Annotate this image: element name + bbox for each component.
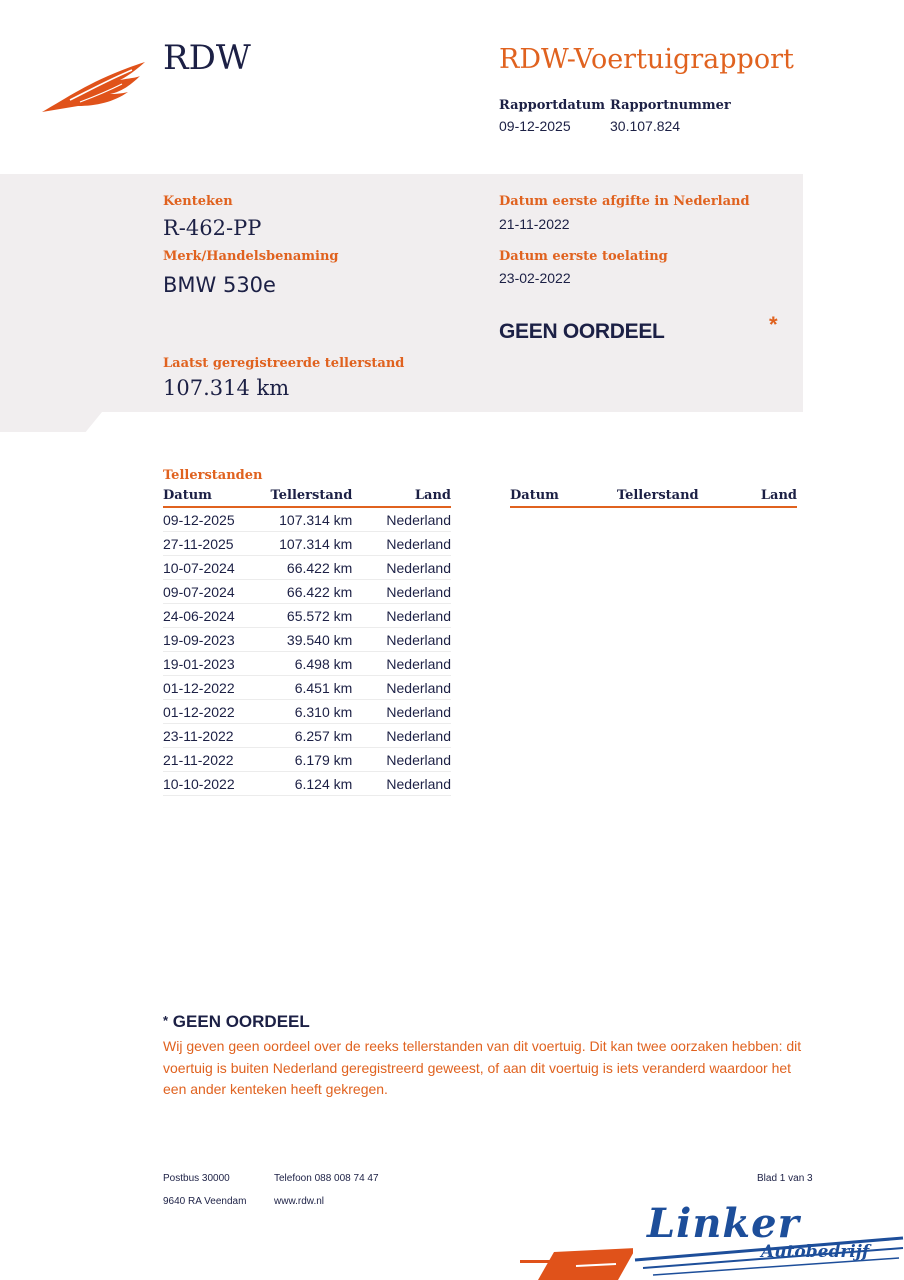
footer-city: 9640 RA Veendam [163,1196,247,1207]
reading-odometer: 66.422 km [264,556,353,580]
reading-country: Nederland [352,532,451,556]
note-text: Wij geven geen oordeel over de reeks tellerstanden van dit voertuig. Dit kan twee oorzaken hebben: dit voertuig is buiten Nederland geregistreerd geweest, of aan dit voertuig is iets veranderd waardoor het een ander kenteken heeft gekregen. [163,1038,802,1097]
plate-value: R-462-PP [163,216,262,240]
table-row [163,748,451,772]
reading-odometer: 6.124 km [264,772,353,796]
table-row [163,580,451,604]
reading-odometer: 107.314 km [264,507,353,532]
footer-website[interactable] [274,1196,324,1207]
panel-tab-shape [0,412,102,432]
reading-odometer: 6.179 km [264,748,353,772]
report-date-label: Rapportdatum [499,98,605,113]
readings-table [163,488,451,796]
note-heading [163,1012,310,1032]
footer-phone: Telefoon 088 008 74 47 [274,1173,379,1184]
col-header-odometer: Tellerstand [264,488,353,507]
reading-date: 01-12-2022 [163,700,264,724]
reading-date: 10-10-2022 [163,772,264,796]
reading-country: Nederland [352,580,451,604]
first-issue-value: 21-11-2022 [499,216,570,232]
report-number-value: 30.107.824 [610,118,681,134]
note-title: GEEN OORDEEL [172,1012,310,1031]
first-admission-value: 23-02-2022 [499,270,571,286]
reading-odometer: 107.314 km [264,532,353,556]
reading-country: Nederland [352,676,451,700]
reading-date: 24-06-2024 [163,604,264,628]
rdw-logo-icon [40,56,150,116]
first-issue-label: Datum eerste afgifte in Nederland [499,194,750,209]
table-row [163,724,451,748]
reading-country: Nederland [352,724,451,748]
reading-date: 19-09-2023 [163,628,264,652]
table-row [163,556,451,580]
first-admission-label: Datum eerste toelating [499,249,668,264]
readings-section-title: Tellerstanden [163,468,263,483]
col-header-country-right: Land [699,488,797,507]
reading-odometer: 6.257 km [264,724,353,748]
reading-country: Nederland [352,604,451,628]
vehicle-summary-panel [0,174,803,412]
reading-date: 21-11-2022 [163,748,264,772]
table-row [163,772,451,796]
odometer-value: 107.314 km [163,376,290,400]
note-asterisk: * [163,1013,169,1028]
reading-odometer: 6.451 km [264,676,353,700]
col-header-odometer-right: Tellerstand [610,488,698,507]
report-number-label: Rapportnummer [610,98,731,113]
report-title: RDW-Voertuigrapport [499,44,794,75]
table-row [163,628,451,652]
reading-odometer: 6.498 km [264,652,353,676]
table-row [163,532,451,556]
dealer-name: Linker [647,1200,800,1247]
plate-label: Kenteken [163,194,233,209]
reading-date: 01-12-2022 [163,676,264,700]
reading-country: Nederland [352,772,451,796]
reading-country: Nederland [352,628,451,652]
col-header-date-right: Datum [510,488,610,507]
reading-odometer: 66.422 km [264,580,353,604]
readings-table-right [510,488,797,508]
reading-odometer: 65.572 km [264,604,353,628]
footer-page-number: Blad 1 van 3 [757,1173,813,1184]
table-row [163,700,451,724]
col-header-date: Datum [163,488,264,507]
make-value: BMW 530e [163,273,276,297]
reading-country: Nederland [352,748,451,772]
col-header-country: Land [352,488,451,507]
reading-country: Nederland [352,507,451,532]
reading-date: 10-07-2024 [163,556,264,580]
brand-name: RDW [163,38,251,78]
verdict-text: GEEN OORDEEL [499,320,665,343]
reading-odometer: 39.540 km [264,628,353,652]
reading-date: 23-11-2022 [163,724,264,748]
report-date-value: 09-12-2025 [499,118,571,134]
reading-country: Nederland [352,652,451,676]
make-label: Merk/Handelsbenaming [163,249,339,264]
reading-country: Nederland [352,700,451,724]
reading-country: Nederland [352,556,451,580]
table-row [163,507,451,532]
footer-postbus: Postbus 30000 [163,1173,230,1184]
reading-odometer: 6.310 km [264,700,353,724]
dealer-subtitle: Autobedrijf [761,1242,870,1262]
reading-date: 09-07-2024 [163,580,264,604]
footer-website-text: www.rdw.nl [274,1196,325,1207]
table-row [163,604,451,628]
reading-date: 27-11-2025 [163,532,264,556]
odometer-label: Laatst geregistreerde tellerstand [163,356,405,371]
dealer-watermark [633,1198,904,1280]
footer-stripes-icon [520,1244,640,1280]
reading-date: 09-12-2025 [163,507,264,532]
reading-date: 19-01-2023 [163,652,264,676]
table-row [163,676,451,700]
table-row [163,652,451,676]
verdict-asterisk: * [769,312,778,337]
